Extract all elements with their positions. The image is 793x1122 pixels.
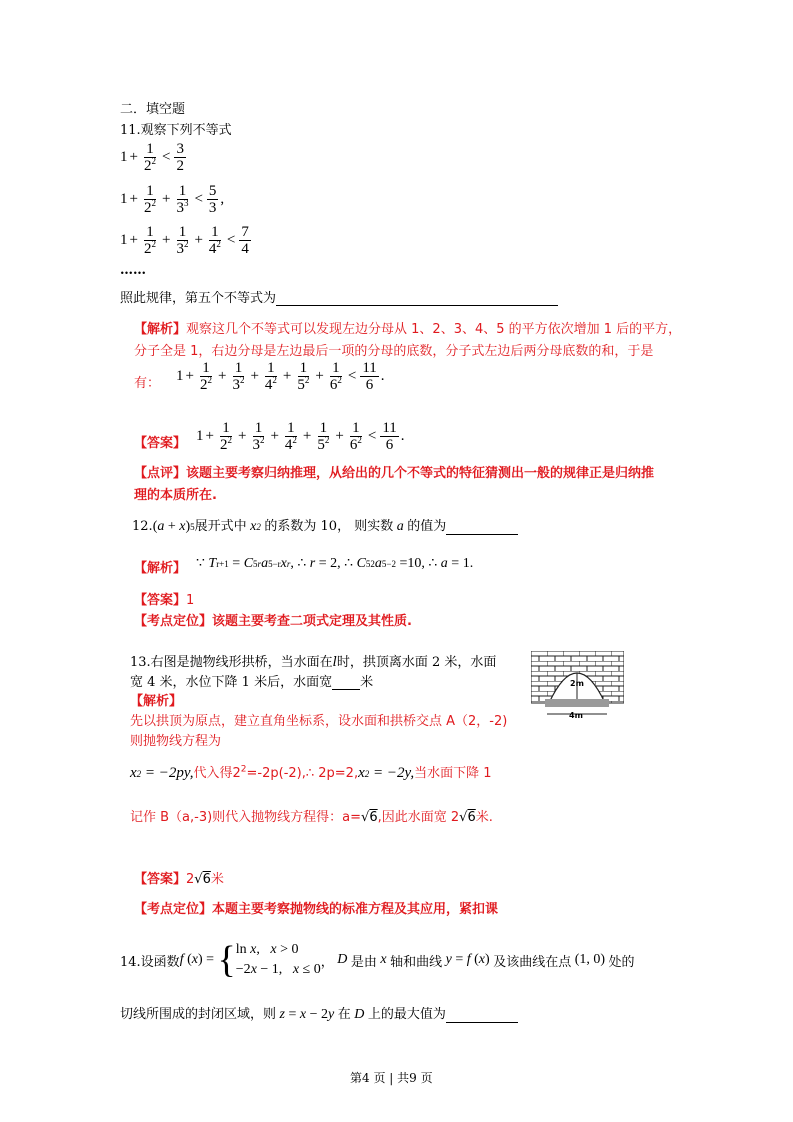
q13-answer-tag: 【答案】 [134,872,187,887]
q13-sqrt6-b: √6 [459,810,476,825]
q11-dianping-text2: 理的本质所在. [134,488,217,503]
q12-kaodian-tag: 【考点定位】 [134,614,213,629]
q13-kaodian-tag: 【考点定位】 [134,902,213,917]
q13-answer-line [134,868,224,887]
q11-answer-tag: 【答案】 [134,436,187,451]
q11-jiexi-line1 [134,318,681,337]
q11-dianping-line1 [134,462,654,481]
q13-stem2-a: 宽 4 米，水位下降 1 米后，水面宽 [130,675,333,690]
q14-line2-a: 切线所围成的封闭区域，则 [120,1007,277,1022]
q14-line2-c: 上的最大值为 [367,1007,446,1022]
q13-eq-middle: 代入得$2^2=-2p(-2),\therefore$ 2p=2, [193,764,359,781]
q11-answer-formula: 1 + $\frac{1}{2^2}$ + $\frac{1}{3^2}$ + $\frac{1}{4^2}$ + $\frac{1}{5^2}$ + $\frac{1}{6^2}$ < $\frac{11}{6}$ . [196,420,405,453]
q14-answer-blank [446,1008,518,1023]
q11-jiexi-text2: 分子全是 1，右边分母是左边最后一项的分母的底数，分子式左边后两分母底数的和，于是 [134,344,654,359]
q12-x2: x 2 [246,519,261,534]
q13-jiexi-line2: 则抛物线方程为 [130,734,222,749]
q14-z-expr: z = x − 2 y [279,1007,335,1022]
section-title: 二．填空题 [120,102,186,117]
q14-line2-b: 在 [337,1007,351,1022]
q12-number: 12. [132,519,153,534]
q11-ineq-3: 1 + $\frac{1}{2^2}$ + $\frac{1}{3^2}$ + $\frac{1}{4^2}$ < $\frac{7}{4}$ [120,224,249,257]
q14-function-def: f ( x ) = { ln x, x > 0 −2x − 1, x ≤ 0 [179,939,321,981]
q11-ask-text: 照此规律，第五个不等式为 [120,291,277,306]
q14-line2 [120,1003,518,1023]
q11-dianping-tag: 【点评】 [134,466,187,481]
q11-ellipsis: …… [120,263,146,278]
page-footer: 第4 页 | 共9 页 [350,1071,433,1085]
q13-equation-line [130,762,492,782]
q14-point: (1, 0) [571,952,609,967]
q12-a: a [393,519,408,534]
q12-answer-blank [446,520,518,535]
bridge-figure [531,651,624,721]
q13-answer-pre: 2 [186,872,195,887]
figure-label-2m: 2m [570,679,584,688]
q13-eq-tail: 当水面下降 1 [414,766,492,781]
q14-curve: y = f ( x ) [445,952,494,967]
q14-D: D [333,952,351,967]
q14-mid4: 及该曲线在点 [493,954,572,970]
q11-jiexi-text1: 观察这几个不等式可以发现左边分母从 1、2、3、4、5 的平方依次增加 1 后的平方， [186,322,682,337]
q12-kaodian-line [134,610,412,629]
q14-mid2: 是由 [350,954,377,970]
q13-stem1-a: 13.右图是抛物线形拱桥，当水面在 [130,655,333,670]
q13-jiexi-tag: 【解析】 [130,694,183,709]
q13-eq1: x 2 = −2py, [130,765,194,781]
q12-answer-tag: 【答案】 [134,593,187,608]
q11-jiexi-tag: 【解析】 [134,322,187,337]
q11-stem: 11.观察下列不等式 [120,123,232,138]
q13-stem2-b: 米 [360,675,374,690]
q14-mid3: 轴和曲线 [390,954,443,970]
q13-line-b [130,806,493,825]
q14-stem [120,940,635,980]
q14-prefix: 14.设函数 [120,954,180,970]
q12-jiexi-tag: 【解析】 [134,561,187,576]
q14-end: 处的 [608,954,635,970]
q13-kaodian-line [134,898,498,917]
figure-label-4m: 4m [569,711,583,720]
q14-D2: D [350,1007,368,1022]
q13-sqrt6-a: √6 [361,810,378,825]
q14-x-axis: x [376,952,391,967]
q14-mid: ， [320,954,334,970]
q13-line-b3: 米. [475,810,493,825]
q13-stem1 [130,651,496,670]
q12-expr: ( a + x ) 5 [152,519,195,534]
q13-line-b2: ,因此水面宽 2 [377,810,460,825]
q13-answer-post: 米 [210,872,224,887]
q13-stem1-b: 时，拱顶离水面 2 米，水面 [336,655,497,670]
q11-jiexi-formula: 1 + $\frac{1}{2^2}$ + $\frac{1}{3^2}$ + $\frac{1}{4^2}$ + $\frac{1}{5^2}$ + $\frac{1}{6^2}$ < $\frac{11}{6}$ . [176,360,385,393]
q12-stem [132,515,518,535]
q13-line-b1: 记作 B（a,-3)则代入抛物线方程得：a= [130,810,362,825]
q11-ineq-1: 1 + $\frac{1}{2^2}$ < $\frac{3}{2}$ [120,141,184,174]
q13-kaodian-text: 本题主要考察抛物线的标准方程及其应用，紧扣课 [212,902,499,917]
q11-ask [120,287,558,306]
q12-answer-line [134,589,194,608]
q13-answer-sqrt6: √6 [194,872,211,887]
q12-stem-end: 的值为 [407,519,447,534]
q12-answer-value: 1 [186,593,195,608]
q11-jiexi-text3: 有： [134,376,161,391]
q13-jiexi-line1: 先以拱顶为原点，建立直角坐标系，设水面和拱桥交点 A（2，-2) [130,714,508,729]
q11-answer-blank [276,291,558,306]
q13-answer-blank [332,675,360,690]
q13-eq2: x 2 = −2y, [358,765,415,781]
q12-stem-mid: 展开式中 [194,519,247,534]
q11-ineq-2: 1 + $\frac{1}{2^2}$ + $\frac{1}{3^3}$ < $\frac{5}{3}$ , [120,183,225,216]
q12-jiexi-formula: ∵ T r+1 = C 5 r a 5−r x r , ∴ r = 2, ∴ C 5 2 a 5−2 =10, ∴ a = 1. [196,555,474,571]
q12-stem-mid2: 的系数为 10， 则实数 [264,519,394,534]
q12-kaodian-text: 该题主要考查二项式定理及其性质. [212,614,412,629]
q11-dianping-text1: 该题主要考察归纳推理，从给出的几个不等式的特征猜测出一般的规律正是归纳推 [186,466,655,481]
q13-stem2 [130,671,373,690]
q13-l: l [332,655,337,670]
